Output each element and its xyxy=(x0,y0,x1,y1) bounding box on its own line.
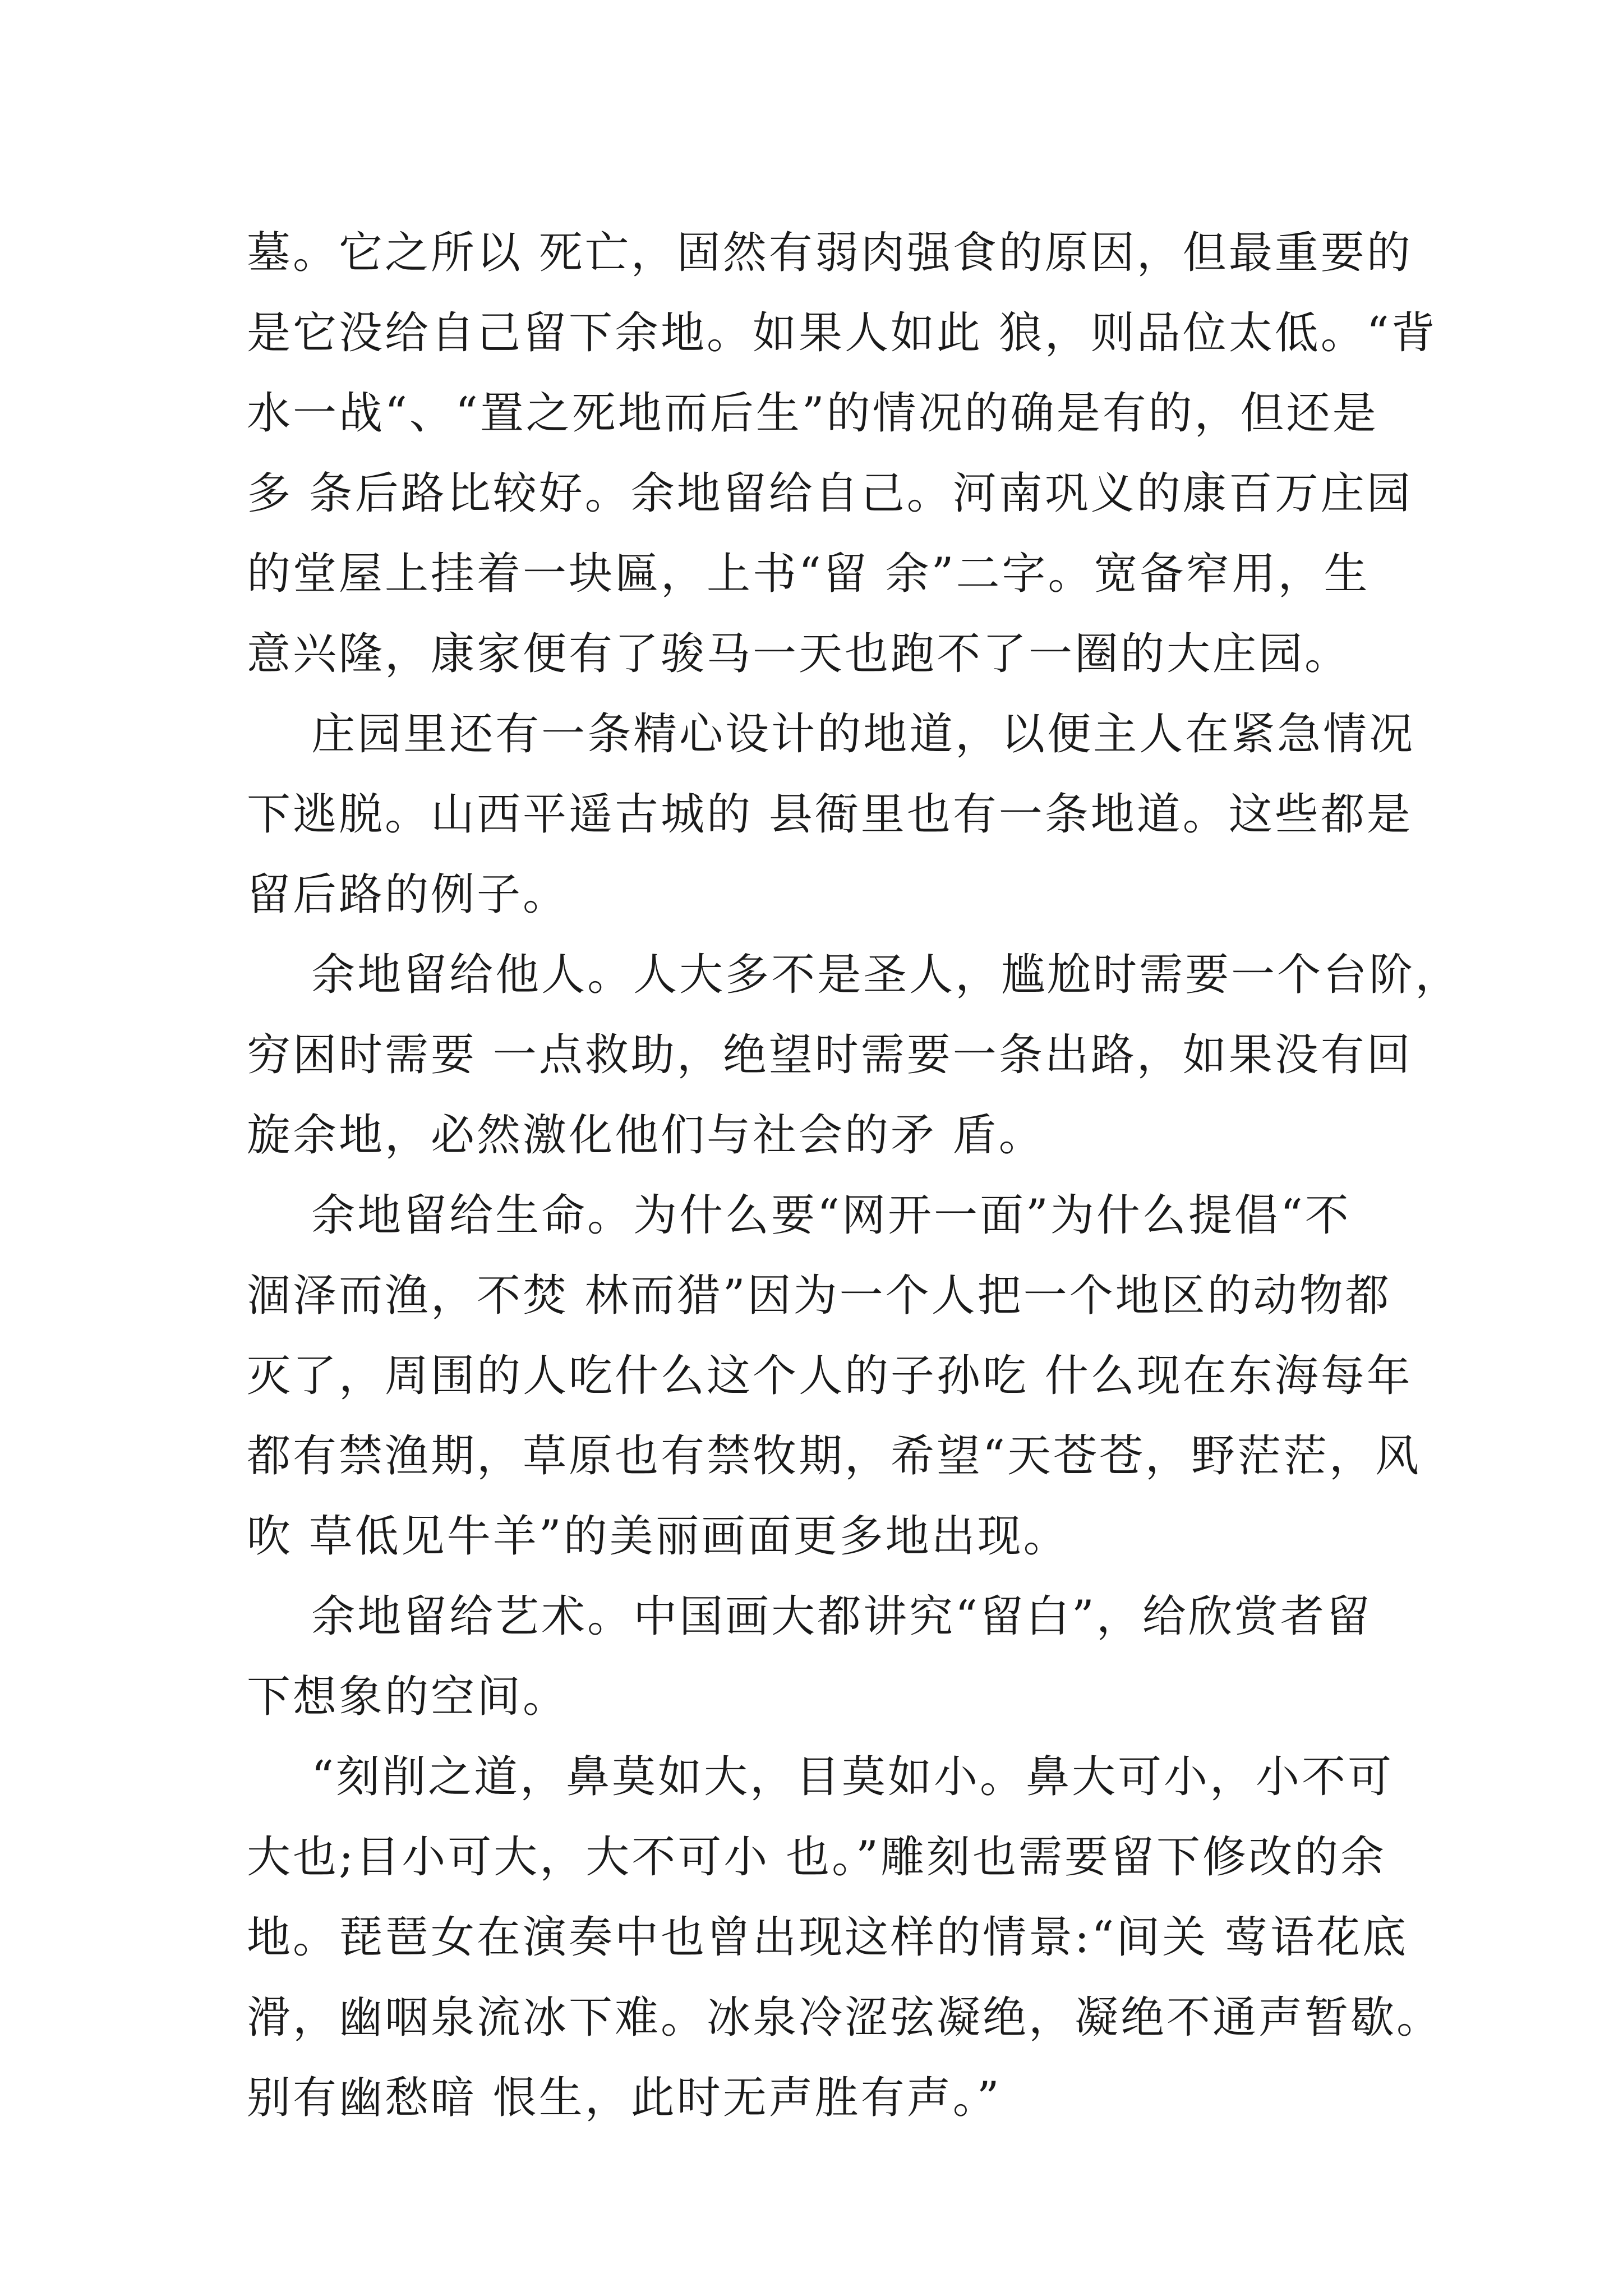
body-text xyxy=(247,213,1461,2138)
text-line: 留后路的例子。 xyxy=(247,869,569,920)
text-line: 地。琵琶女在演奏中也曾出现这样的情景:“间关 莺语花底 xyxy=(247,1912,1408,1963)
text-line: “刻削之道，鼻莫如大，目莫如小。鼻大可小，小不可 xyxy=(247,1752,1394,1802)
text-line: 余地留给生命。为什么要“网开一面”为什么提倡“不 xyxy=(247,1190,1351,1241)
text-line: 是它没给自己留下余地。如果人如此 狼，则品位太低。“背 xyxy=(247,308,1437,358)
text-line: 意兴隆，康家便有了骏马一天也跑不了一圈的大庄园。 xyxy=(247,629,1351,679)
text-line: 下逃脱。山西平遥古城的 县衙里也有一条地道。这些都是 xyxy=(247,789,1413,840)
text-line: 多 条后路比较好。余地留给自己。河南巩义的康百万庄园 xyxy=(247,468,1413,519)
text-line: 余地留给艺术。中国画大都讲究“留白”，给欣赏者留 xyxy=(247,1591,1372,1642)
text-line: 都有禁渔期，草原也有禁牧期，希望“天苍苍，野茫茫，风 xyxy=(247,1431,1421,1481)
text-line: 庄园里还有一条精心设计的地道，以便主人在紧急情况 xyxy=(247,709,1415,760)
text-line: 的堂屋上挂着一块匾，上书“留 余”二字。宽备窄用，生 xyxy=(247,549,1370,599)
text-line: 吹 草低见牛羊”的美丽画面更多地出现。 xyxy=(247,1511,1069,1562)
text-line: 大也;目小可大，大不可小 也。”雕刻也需要留下修改的余 xyxy=(247,1832,1386,1883)
text-line: 墓。它之所以 死亡，固然有弱肉强食的原因，但最重要的 xyxy=(247,228,1413,278)
text-line: 下想象的空间。 xyxy=(247,1672,569,1722)
text-line: 别有幽愁暗 恨生，此时无声胜有声。” xyxy=(247,2073,1002,2123)
text-line: 滑，幽咽泉流冰下难。冰泉冷涩弦凝绝，凝绝不通声暂歇。 xyxy=(247,1993,1443,2043)
text-line: 穷困时需要 一点救助，绝望时需要一条出路，如果没有回 xyxy=(247,1030,1413,1080)
text-line: 旋余地，必然激化他们与社会的矛 盾。 xyxy=(247,1110,1045,1161)
text-line: 水一战“、“置之死地而后生”的情况的确是有的，但还是 xyxy=(247,388,1378,439)
text-line: 涸泽而渔，不焚 林而猎”因为一个人把一个地区的动物都 xyxy=(247,1271,1391,1321)
text-line: 灭了，周围的人吃什么这个人的子孙吃 什么现在东海每年 xyxy=(247,1351,1413,1401)
text-line: 余地留给他人。人大多不是圣人，尴尬时需要一个台阶， xyxy=(247,950,1461,1000)
